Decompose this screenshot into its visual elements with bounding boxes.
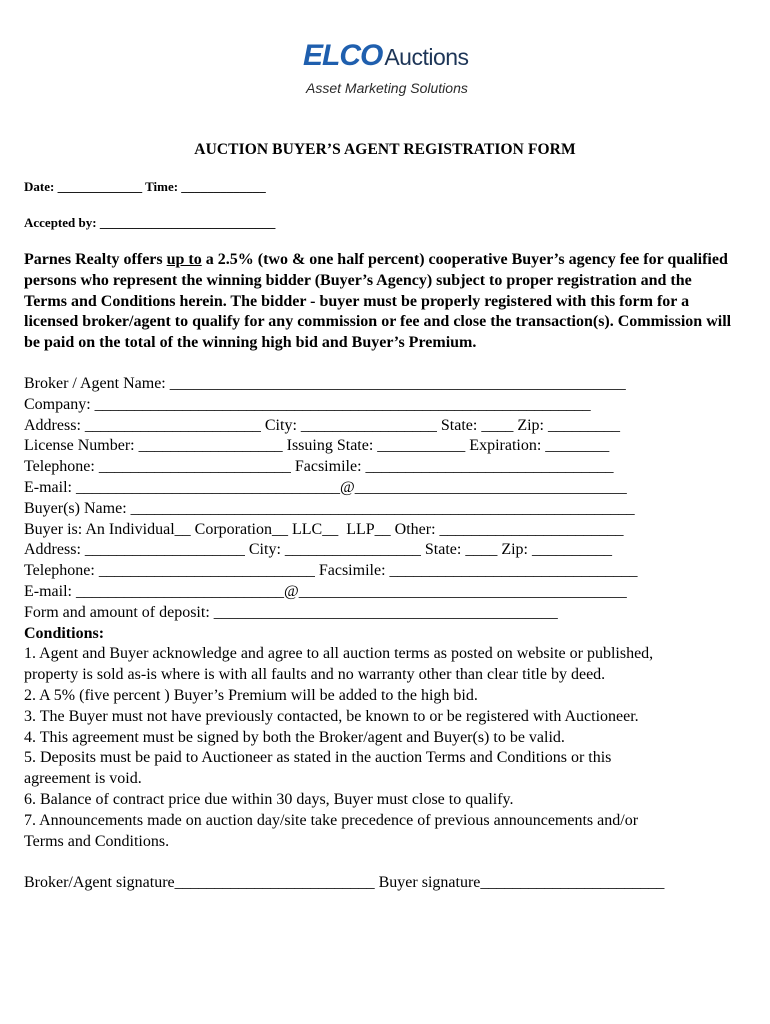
condition-line: property is sold as-is where is with all faults and no warranty other than clear title by deed. [24, 666, 606, 684]
field-license-number: License Number: __________________ Issuing State: ___________ Expiration: ________ [24, 437, 610, 455]
form-body [24, 374, 754, 894]
logo-wordmark [303, 36, 469, 77]
logo-auctions: Auctions [384, 44, 469, 70]
signature-line: Broker/Agent signature_________________________ Buyer signature_______________________ [24, 874, 665, 892]
field-agent-email: E-mail: _________________________________@__________________________________ [24, 478, 627, 496]
logo-o: O [360, 39, 383, 72]
condition-line: 1. Agent and Buyer acknowledge and agree to all auction terms as posted on website or published, [24, 645, 654, 663]
condition-line: 3. The Buyer must not have previously contacted, be known to or be registered with Auctioneer. [24, 707, 639, 725]
elco-auctions-logo [303, 36, 473, 106]
field-buyer-telephone: Telephone: ___________________________ Facsimile: _______________________________ [24, 562, 638, 580]
intro-text-1: Parnes Realty offers [24, 251, 167, 268]
field-company: Company: ______________________________________________________________ [24, 395, 591, 413]
condition-line: 7. Announcements made on auction day/site take precedence of previous announcements and/or [24, 811, 639, 829]
logo-elc: ELC [303, 39, 360, 72]
field-buyer-entity-type: Buyer is: An Individual__ Corporation__ LLC__ LLP__ Other: _______________________ [24, 520, 624, 538]
intro-text-2: a 2.5% (two & one half percent) cooperative Buyer’s agency fee for qualified persons who represent the winning bidder (Buyer’s Agency) subject to proper registration and the Terms and Conditions herein. The bidder - buyer must be properly registered with this form for a licensed broker/agent to qualify for any commission or fee and close the transaction(s). Commission will be paid on the total of the winning high bid and Buyer’s Premium. [24, 251, 732, 352]
condition-line: Terms and Conditions. [24, 832, 170, 850]
condition-line: agreement is void. [24, 770, 142, 788]
condition-line: 5. Deposits must be paid to Auctioneer as stated in the auction Terms and Conditions or this [24, 749, 612, 767]
condition-line: 2. A 5% (five percent ) Buyer’s Premium will be added to the high bid. [24, 686, 478, 704]
intro-underlined: up to [166, 251, 202, 268]
condition-line: 6. Balance of contract price due within 30 days, Buyer must close to qualify. [24, 790, 514, 808]
field-agent-address: Address: ______________________ City: _________________ State: ____ Zip: _________ [24, 416, 620, 434]
conditions-heading: Conditions: [24, 624, 105, 642]
field-buyer-address: Address: ____________________ City: _________________ State: ____ Zip: __________ [24, 541, 612, 559]
spacer [24, 852, 754, 873]
field-broker-agent-name: Broker / Agent Name: _________________________________________________________ [24, 375, 626, 392]
field-agent-telephone: Telephone: ________________________ Facsimile: _______________________________ [24, 458, 614, 476]
field-buyer-name: Buyer(s) Name: _______________________________________________________________ [24, 499, 635, 517]
date-time-line: Date: _____________ Time: _____________ [24, 179, 266, 194]
logo-tagline: Asset Marketing Solutions [306, 80, 468, 96]
condition-line: 4. This agreement must be signed by both the Broker/agent and Buyer(s) to be valid. [24, 728, 565, 746]
accepted-by-line: Accepted by: ___________________________ [24, 215, 276, 230]
intro-paragraph [24, 250, 736, 354]
form-title: AUCTION BUYER’S AGENT REGISTRATION FORM [194, 141, 576, 158]
field-deposit: Form and amount of deposit: ___________________________________________ [24, 603, 558, 621]
field-buyer-email: E-mail: __________________________@_________________________________________ [24, 582, 627, 600]
